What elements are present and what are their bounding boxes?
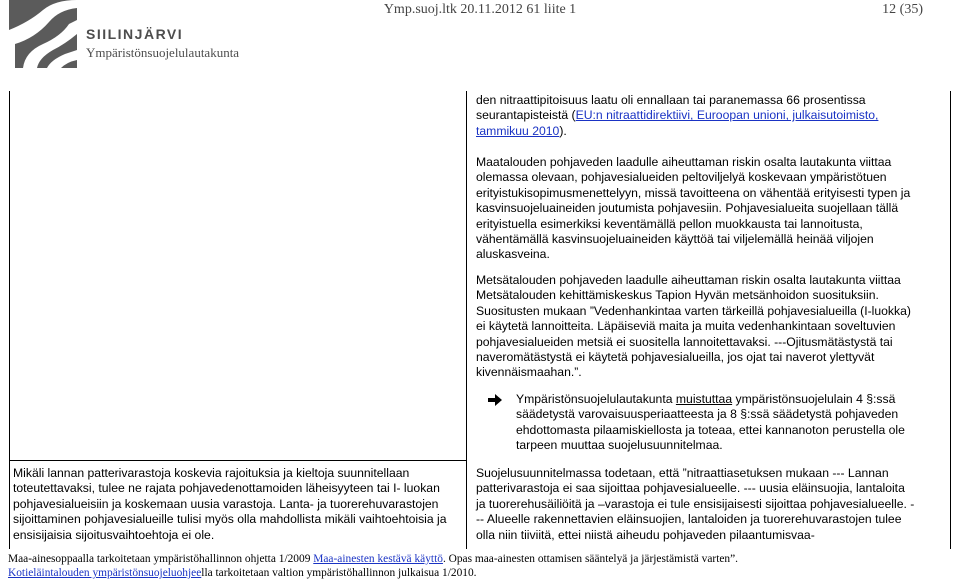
- nitrate-text-end: ).: [559, 123, 567, 138]
- table-border-right: [950, 91, 951, 549]
- table-column-divider: [466, 91, 467, 549]
- document-reference: Ymp.suoj.ltk 20.11.2012 61 liite 1: [383, 2, 577, 17]
- agriculture-paragraph: Maatalouden pohjaveden laadulle aiheuttaman riskin osalta lautakunta viittaa olemassa olevaan, pohjavesialueiden peltoviljelyä koskevaan ympäristötuen erityistukisopimusmenettelyyn, missä tavoitteena on vähentää erityisesti typen ja kasvinsuojeluaineiden joutumista pohjavesiin. Pohjavesialueita suojellaan tällä erityistuella esimerkiksi keventämällä pellon muokkausta tai lannoitusta, vähentämällä kasvinsuojeluaineiden käyttöä tai viljelemällä heinää viljojen aluskasveina.: [476, 155, 911, 262]
- footnote-2-end: lla tarkoitetaan valtion ympäristöhallinnon julkaisua 1/2010.: [201, 567, 477, 579]
- reminder-text-rest: ympäristönsuojelulain 4 §:ssä säädetystä varovaisuusperiaatteesta ja 8 §:ssä säädetystä pohjaveden ehdottomasta pilaamiskiellosta ja toteaa, ettei kannanoton perustella ole tarpeen muuttaa suojelusuunnitelmaa.: [516, 392, 905, 453]
- forestry-paragraph: Metsätalouden pohjaveden laadulle aiheuttaman riskin osalta lautakunta viittaa Metsätalouden kehittämiskeskus Tapion Hyvän metsänhoidon suosituksiin. Suositusten mukaan ”Vedenhankintaa varten tärkeillä pohjavesialueilla (I-luokka) ei käytetä lannoitteita. Läpäiseviä maita ja muita vedenhankintaan soveltuvien pohjavesialueiden metsiä ei suositella lannoitettavaksi. ---Ojitusmätästystä tai naveromätästystä ei käytetä pohjavesialueilla, jos ojat tai naverot ylettyvät kivennäismaahan.”.: [476, 273, 911, 380]
- brand-subtitle: Ympäristönsuojelulautakunta: [86, 45, 240, 60]
- brand-name: SIILINJÄRVI: [86, 26, 184, 42]
- footnote-2: [8, 566, 953, 580]
- arrow-right-icon: [476, 392, 506, 410]
- right-column-paragraph-3: [476, 273, 916, 381]
- nitrate-text: den nitraattipitoisuus laatu oli ennallaan tai paranemassa 66 prosentissa seurantapisteistä (: [476, 93, 866, 123]
- protection-plan-paragraph: Suojelusuunnitelmassa todetaan, että ”nitraattiasetuksen mukaan --- Lannan patterivarastoja ei saa sijoittaa pohjavesialueelle. --- uusia eläinsuojia, lantaloita ja tuorerehusäiliöitä ja –varastoja ei tule ensisijaisesti sijoittaa pohjavesialueelle. --- Alueelle rakennettavien eläinsuojien, lantaloiden ja tuorerehuvarastojen tulee olla niin tiiviitä, ettei niistä aiheudu pohjaveden pilaantumisvaa-: [476, 466, 915, 542]
- kotielaintalous-link[interactable]: Kotieläintalouden ympäristönsuojeluohjee: [8, 567, 202, 579]
- footnotes: [8, 552, 953, 580]
- right-column-paragraph-1: [476, 93, 916, 139]
- footnote-1-end: . Opas maa-ainesten ottamisen sääntelyä ja järjestämistä varten”.: [442, 553, 739, 565]
- footnote-1-text: Maa-ainesoppaalla tarkoitetaan ympäristöhallinnon ohjetta 1/2009: [8, 553, 314, 565]
- table-row-divider: [9, 460, 466, 461]
- maa-ainesten-link[interactable]: Maa-ainesten kestävä käyttö: [313, 553, 443, 565]
- manure-storage-paragraph: Mikäli lannan patterivarastoja koskevia rajoituksia ja kieltoja suunnitellaan toteutettavaksi, tulee ne rajata pohjavedenottamoiden läheisyyteen tai I- luokan pohjavesialueisiin ja koskemaan uusia varastoja. Lanta- ja tuorerehuvarastojen sijoittaminen pohjavesialueille tulisi myös olla mahdollista mikäli vaihtoehtoisia ja ensisijaisia sijoitusvaihtoehtoja ei ole.: [13, 466, 447, 542]
- page-number: 12 (35): [882, 2, 923, 17]
- table-border-left: [9, 91, 10, 549]
- reminder-keyword: muistuttaa: [675, 392, 733, 406]
- brand-block: [86, 27, 239, 59]
- left-column-paragraph: [13, 466, 463, 543]
- right-column-paragraph-2: [476, 155, 916, 263]
- eu-nitrate-directive-link[interactable]: EU:n nitraattidirektiivi, Euroopan unioni, julkaisutoimisto, tammikuu 2010: [476, 108, 879, 138]
- footnote-1: [8, 552, 953, 566]
- reminder-text-start: Ympäristönsuojelulautakunta: [516, 392, 676, 406]
- right-column-paragraph-4: [476, 466, 916, 543]
